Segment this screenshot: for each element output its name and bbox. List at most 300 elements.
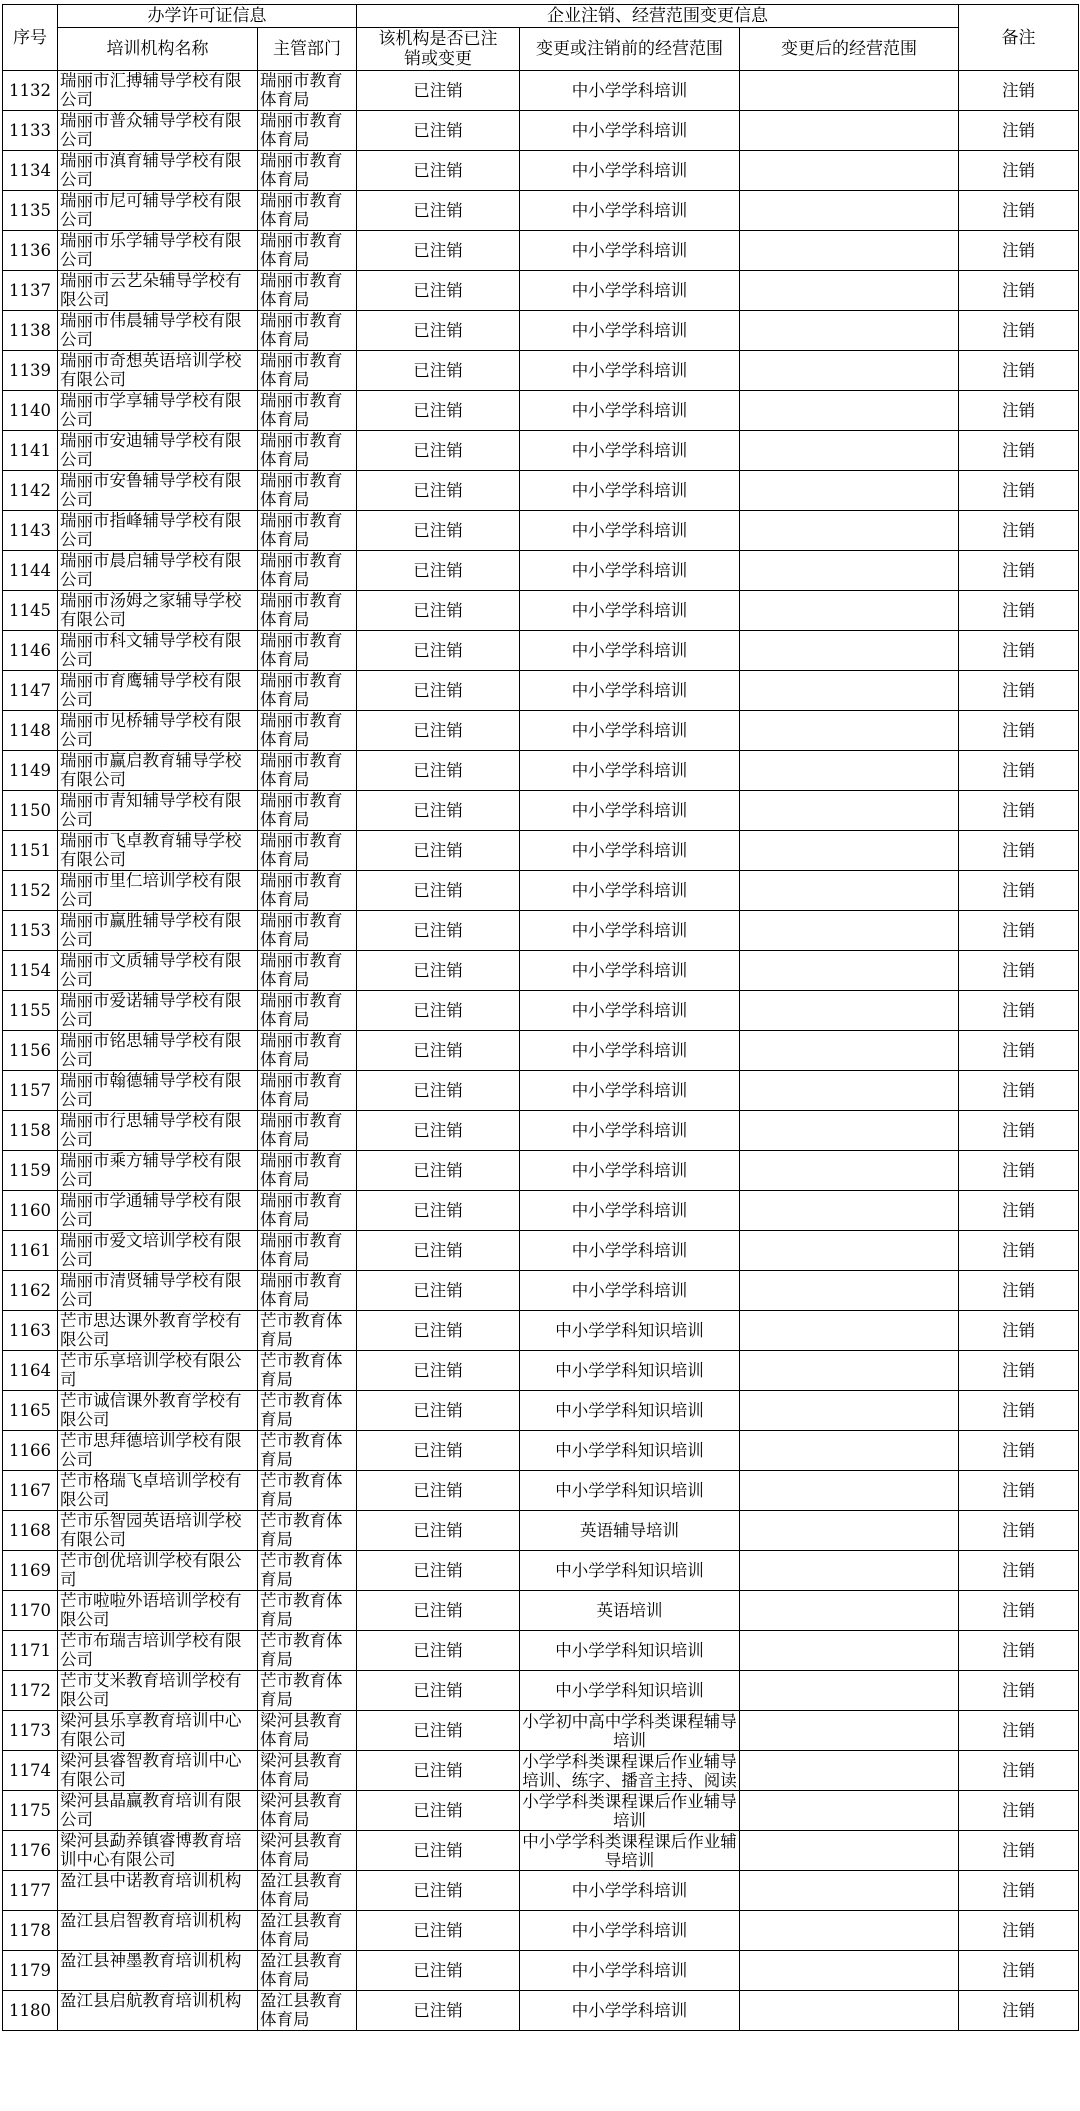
remark-cell: 注销 [959,1431,1079,1471]
row-seq: 1164 [3,1351,58,1391]
dept-cell [258,391,357,431]
dept-name: 芒市教育体育局 [260,1631,343,1669]
dept-cell [258,1911,357,1951]
remark-cell: 注销 [959,591,1079,631]
status-cell: 已注销 [357,1031,520,1071]
dept-name: 瑞丽市教育体育局 [260,511,343,549]
scope-before-cell [520,1391,740,1431]
status-cell: 已注销 [357,871,520,911]
scope-before-cell [520,231,740,271]
status-cell: 已注销 [357,231,520,271]
status-cell: 已注销 [357,1791,520,1831]
dept-name: 梁河县教育体育局 [260,1751,343,1789]
org-name: 瑞丽市见桥辅导学校有限公司 [60,711,242,749]
header-row-1 [3,5,1079,28]
dept-name: 瑞丽市教育体育局 [260,911,343,949]
dept-name: 盈江县教育体育局 [260,1991,343,2029]
org-name-cell [58,311,258,351]
org-name-cell [58,271,258,311]
table-row [3,1991,1079,2031]
scope-before-cell [520,311,740,351]
remark-cell: 注销 [959,1311,1079,1351]
scope-after-cell [740,431,959,471]
dept-name: 芒市教育体育局 [260,1551,343,1589]
scope-before: 中小学学科知识培训 [555,1641,704,1660]
scope-after-cell [740,1031,959,1071]
row-seq: 1148 [3,711,58,751]
scope-before-cell [520,631,740,671]
remark-cell: 注销 [959,751,1079,791]
dept-name: 瑞丽市教育体育局 [260,311,343,349]
scope-before-cell [520,831,740,871]
dept-name: 芒市教育体育局 [260,1311,343,1349]
remark-cell: 注销 [959,991,1079,1031]
dept-cell [258,1671,357,1711]
scope-after-cell [740,1111,959,1151]
dept-name: 瑞丽市教育体育局 [260,1031,343,1069]
org-name-cell [58,1351,258,1391]
row-seq: 1167 [3,1471,58,1511]
row-seq: 1151 [3,831,58,871]
table-row [3,1511,1079,1551]
status-cell: 已注销 [357,631,520,671]
scope-before-cell [520,111,740,151]
table-row [3,231,1079,271]
scope-before: 中小学学科知识培训 [555,1481,704,1500]
scope-after-cell [740,991,959,1031]
org-name: 瑞丽市赢启教育辅导学校有限公司 [60,751,242,789]
table-row [3,1311,1079,1351]
dept-cell [258,1951,357,1991]
table-row [3,751,1079,791]
status-cell: 已注销 [357,351,520,391]
status-cell: 已注销 [357,1671,520,1711]
org-name-cell [58,1711,258,1751]
remark-cell: 注销 [959,1751,1079,1791]
scope-before-cell [520,1511,740,1551]
scope-before-cell [520,151,740,191]
org-name-cell [58,711,258,751]
org-name-cell [58,231,258,271]
row-seq: 1143 [3,511,58,551]
row-seq: 1172 [3,1671,58,1711]
dept-cell [258,1551,357,1591]
status-cell: 已注销 [357,471,520,511]
dept-cell [258,1391,357,1431]
remark-cell: 注销 [959,1631,1079,1671]
org-name: 瑞丽市奇想英语培训学校有限公司 [60,351,242,389]
row-seq: 1170 [3,1591,58,1631]
remark-cell: 注销 [959,711,1079,751]
org-name: 梁河县晶赢教育培训有限公司 [60,1791,242,1829]
scope-after-cell [740,1951,959,1991]
dept-cell [258,1151,357,1191]
scope-before-cell [520,1071,740,1111]
scope-after-cell [740,1191,959,1231]
table-row [3,1751,1079,1791]
dept-cell [258,311,357,351]
scope-after-cell [740,511,959,551]
dept-name: 芒市教育体育局 [260,1351,343,1389]
row-seq: 1133 [3,111,58,151]
table-row [3,391,1079,431]
row-seq: 1134 [3,151,58,191]
org-name-cell [58,951,258,991]
scope-before: 中小学学科知识培训 [555,1681,704,1700]
scope-before: 中小学学科培训 [571,121,688,140]
org-name: 芒市格瑞飞卓培训学校有限公司 [60,1471,242,1509]
scope-before-cell [520,1951,740,1991]
dept-cell [258,431,357,471]
status-cell: 已注销 [357,1311,520,1351]
scope-before: 中小学学科培训 [571,641,688,660]
org-name: 瑞丽市晨启辅导学校有限公司 [60,551,242,589]
scope-before-cell [520,1711,740,1751]
scope-after-cell [740,1991,959,2031]
row-seq: 1176 [3,1831,58,1871]
row-seq: 1152 [3,871,58,911]
table-row [3,671,1079,711]
status-cell: 已注销 [357,1991,520,2031]
document-page [2,4,1079,2031]
scope-before-cell [520,591,740,631]
table-row [3,1591,1079,1631]
row-seq: 1155 [3,991,58,1031]
dept-cell [258,751,357,791]
table-row [3,151,1079,191]
status-cell: 已注销 [357,911,520,951]
scope-before-cell [520,1471,740,1511]
dept-cell [258,351,357,391]
scope-before: 中小学学科培训 [571,761,688,780]
remark-cell: 注销 [959,271,1079,311]
status-cell: 已注销 [357,1751,520,1791]
dept-cell [258,1111,357,1151]
org-name: 瑞丽市铭思辅导学校有限公司 [60,1031,242,1069]
scope-before: 中小学学科培训 [571,801,688,820]
remark-cell: 注销 [959,1711,1079,1751]
org-name: 瑞丽市文质辅导学校有限公司 [60,951,242,989]
dept-cell [258,231,357,271]
remark-cell: 注销 [959,551,1079,591]
scope-before: 中小学学科培训 [571,1961,688,1980]
org-name-cell [58,551,258,591]
remark-cell: 注销 [959,351,1079,391]
scope-before-cell [520,271,740,311]
remark-cell: 注销 [959,1191,1079,1231]
row-seq: 1150 [3,791,58,831]
header-seq: 序号 [3,5,58,71]
org-name-cell [58,1471,258,1511]
status-cell: 已注销 [357,1711,520,1751]
org-name: 瑞丽市伟晨辅导学校有限公司 [60,311,242,349]
remark-cell: 注销 [959,791,1079,831]
status-cell: 已注销 [357,1551,520,1591]
header-org-name: 培训机构名称 [58,28,258,71]
dept-name: 芒市教育体育局 [260,1591,343,1629]
status-cell: 已注销 [357,951,520,991]
dept-name: 瑞丽市教育体育局 [260,151,343,189]
scope-before: 中小学学科培训 [571,361,688,380]
header-change-group: 企业注销、经营范围变更信息 [357,5,959,28]
dept-cell [258,991,357,1031]
dept-cell [258,1791,357,1831]
table-row [3,1231,1079,1271]
org-name-cell [58,1871,258,1911]
remark-cell: 注销 [959,1991,1079,2031]
table-row [3,1711,1079,1751]
table-row [3,991,1079,1031]
remark-cell: 注销 [959,1791,1079,1831]
org-name: 瑞丽市青知辅导学校有限公司 [60,791,242,829]
scope-after-cell [740,911,959,951]
scope-after-cell [740,111,959,151]
org-name-cell [58,1911,258,1951]
remark-cell: 注销 [959,1071,1079,1111]
org-name-cell [58,1511,258,1551]
org-name: 瑞丽市清贤辅导学校有限公司 [60,1271,242,1309]
remark-cell: 注销 [959,631,1079,671]
scope-before: 中小学学科培训 [571,881,688,900]
scope-before-cell [520,1871,740,1911]
dept-cell [258,871,357,911]
dept-cell [258,1351,357,1391]
dept-name: 瑞丽市教育体育局 [260,351,343,389]
dept-cell [258,711,357,751]
scope-before: 中小学学科知识培训 [555,1401,704,1420]
dept-name: 瑞丽市教育体育局 [260,991,343,1029]
scope-before: 中小学学科培训 [571,521,688,540]
remark-cell: 注销 [959,1031,1079,1071]
scope-before: 中小学学科培训 [571,1281,688,1300]
scope-after-cell [740,1511,959,1551]
dept-cell [258,1191,357,1231]
status-cell: 已注销 [357,831,520,871]
scope-before: 小学初中高中学科类课程辅导培训 [522,1711,737,1750]
table-row [3,951,1079,991]
scope-before: 中小学学科培训 [571,921,688,940]
scope-before: 小学学科类课程课后作业辅导培训、练字、播音主持、阅读 [522,1751,737,1790]
scope-before: 中小学学科培训 [571,961,688,980]
row-seq: 1169 [3,1551,58,1591]
status-cell: 已注销 [357,711,520,751]
header-scope-after: 变更后的经营范围 [740,28,959,71]
scope-after-cell [740,551,959,591]
remark-cell: 注销 [959,1471,1079,1511]
org-name: 梁河县乐享教育培训中心有限公司 [60,1711,242,1749]
dept-cell [258,1871,357,1911]
row-seq: 1136 [3,231,58,271]
remark-cell: 注销 [959,671,1079,711]
status-cell: 已注销 [357,191,520,231]
table-row [3,831,1079,871]
dept-name: 盈江县教育体育局 [260,1911,343,1949]
scope-after-cell [740,631,959,671]
scope-before-cell [520,1751,740,1791]
table-row [3,1351,1079,1391]
scope-before-cell [520,551,740,591]
scope-after-cell [740,1751,959,1791]
scope-after-cell [740,471,959,511]
row-seq: 1166 [3,1431,58,1471]
scope-before-cell [520,1231,740,1271]
scope-before: 中小学学科培训 [571,841,688,860]
org-name-cell [58,1191,258,1231]
scope-before-cell [520,1031,740,1071]
remark-cell: 注销 [959,1951,1079,1991]
dept-cell [258,831,357,871]
dept-cell [258,1271,357,1311]
dept-name: 瑞丽市教育体育局 [260,231,343,269]
scope-before: 中小学学科培训 [571,1081,688,1100]
org-name-cell [58,871,258,911]
dept-name: 瑞丽市教育体育局 [260,271,343,309]
table-row [3,711,1079,751]
status-cell: 已注销 [357,111,520,151]
dept-cell [258,1591,357,1631]
org-name: 瑞丽市里仁培训学校有限公司 [60,871,242,909]
org-name-cell [58,471,258,511]
scope-before-cell [520,1831,740,1871]
remark-cell: 注销 [959,951,1079,991]
org-name: 芒市诚信课外教育学校有限公司 [60,1391,242,1429]
org-name: 梁河县勐养镇睿博教育培训中心有限公司 [60,1831,242,1869]
org-name-cell [58,631,258,671]
remark-cell: 注销 [959,871,1079,911]
status-cell: 已注销 [357,1591,520,1631]
remark-cell: 注销 [959,391,1079,431]
org-name: 芒市乐智园英语培训学校有限公司 [60,1511,242,1549]
row-seq: 1177 [3,1871,58,1911]
scope-after-cell [740,831,959,871]
remark-cell: 注销 [959,1591,1079,1631]
status-cell: 已注销 [357,271,520,311]
dept-name: 瑞丽市教育体育局 [260,111,343,149]
remark-cell: 注销 [959,1871,1079,1911]
remark-cell: 注销 [959,1551,1079,1591]
row-seq: 1180 [3,1991,58,2031]
dept-cell [258,471,357,511]
status-cell: 已注销 [357,1631,520,1671]
row-seq: 1141 [3,431,58,471]
dept-name: 盈江县教育体育局 [260,1951,343,1989]
remark-cell: 注销 [959,831,1079,871]
dept-name: 芒市教育体育局 [260,1471,343,1509]
scope-before: 英语培训 [596,1601,663,1620]
scope-before-cell [520,1591,740,1631]
dept-name: 瑞丽市教育体育局 [260,391,343,429]
remark-cell: 注销 [959,111,1079,151]
row-seq: 1162 [3,1271,58,1311]
table-row [3,551,1079,591]
dept-cell [258,71,357,111]
scope-after-cell [740,1551,959,1591]
table-row [3,1951,1079,1991]
org-name: 瑞丽市科文辅导学校有限公司 [60,631,242,669]
dept-name: 瑞丽市教育体育局 [260,871,343,909]
scope-before: 中小学学科培训 [571,1241,688,1260]
table-row [3,191,1079,231]
table-row [3,311,1079,351]
status-cell: 已注销 [357,391,520,431]
scope-after-cell [740,1911,959,1951]
table-row [3,1031,1079,1071]
scope-before-cell [520,1271,740,1311]
row-seq: 1161 [3,1231,58,1271]
dept-name: 瑞丽市教育体育局 [260,711,343,749]
scope-after-cell [740,271,959,311]
dept-cell [258,591,357,631]
scope-after-cell [740,1151,959,1191]
table-row [3,1791,1079,1831]
dept-name: 瑞丽市教育体育局 [260,1271,343,1309]
scope-before: 中小学学科培训 [571,1921,688,1940]
table-row [3,1831,1079,1871]
dept-cell [258,1071,357,1111]
dept-cell [258,1511,357,1551]
org-name: 瑞丽市行思辅导学校有限公司 [60,1111,242,1149]
org-name: 瑞丽市安鲁辅导学校有限公司 [60,471,242,509]
scope-before-cell [520,1151,740,1191]
scope-after-cell [740,951,959,991]
status-cell: 已注销 [357,1511,520,1551]
dept-name: 瑞丽市教育体育局 [260,591,343,629]
status-cell: 已注销 [357,1871,520,1911]
scope-before: 中小学学科知识培训 [555,1441,704,1460]
status-cell: 已注销 [357,431,520,471]
status-cell: 已注销 [357,1471,520,1511]
scope-after-cell [740,351,959,391]
table-row [3,1431,1079,1471]
remark-cell: 注销 [959,471,1079,511]
scope-after-cell [740,871,959,911]
table-row [3,871,1079,911]
table-body [3,71,1079,2031]
org-name-cell [58,1751,258,1791]
status-cell: 已注销 [357,1391,520,1431]
header-license-group: 办学许可证信息 [58,5,357,28]
dept-name: 梁河县教育体育局 [260,1831,343,1869]
scope-after-cell [740,1631,959,1671]
row-seq: 1153 [3,911,58,951]
row-seq: 1165 [3,1391,58,1431]
org-name: 瑞丽市尼可辅导学校有限公司 [60,191,242,229]
org-name-cell [58,1671,258,1711]
org-name: 瑞丽市翰德辅导学校有限公司 [60,1071,242,1109]
dept-name: 瑞丽市教育体育局 [260,671,343,709]
dept-cell [258,631,357,671]
scope-after-cell [740,191,959,231]
org-name-cell [58,1151,258,1191]
scope-after-cell [740,791,959,831]
status-cell: 已注销 [357,1831,520,1871]
dept-name: 瑞丽市教育体育局 [260,71,343,109]
scope-after-cell [740,1871,959,1911]
header-scope-before: 变更或注销前的经营范围 [520,28,740,71]
table-row [3,911,1079,951]
status-cell: 已注销 [357,591,520,631]
remark-cell: 注销 [959,311,1079,351]
scope-before-cell [520,951,740,991]
dept-cell [258,1631,357,1671]
org-name: 瑞丽市汤姆之家辅导学校有限公司 [60,591,242,629]
scope-after-cell [740,311,959,351]
status-cell: 已注销 [357,1191,520,1231]
remark-cell: 注销 [959,1671,1079,1711]
dept-cell [258,1711,357,1751]
dept-name: 瑞丽市教育体育局 [260,431,343,469]
org-name: 瑞丽市爱诺辅导学校有限公司 [60,991,242,1029]
